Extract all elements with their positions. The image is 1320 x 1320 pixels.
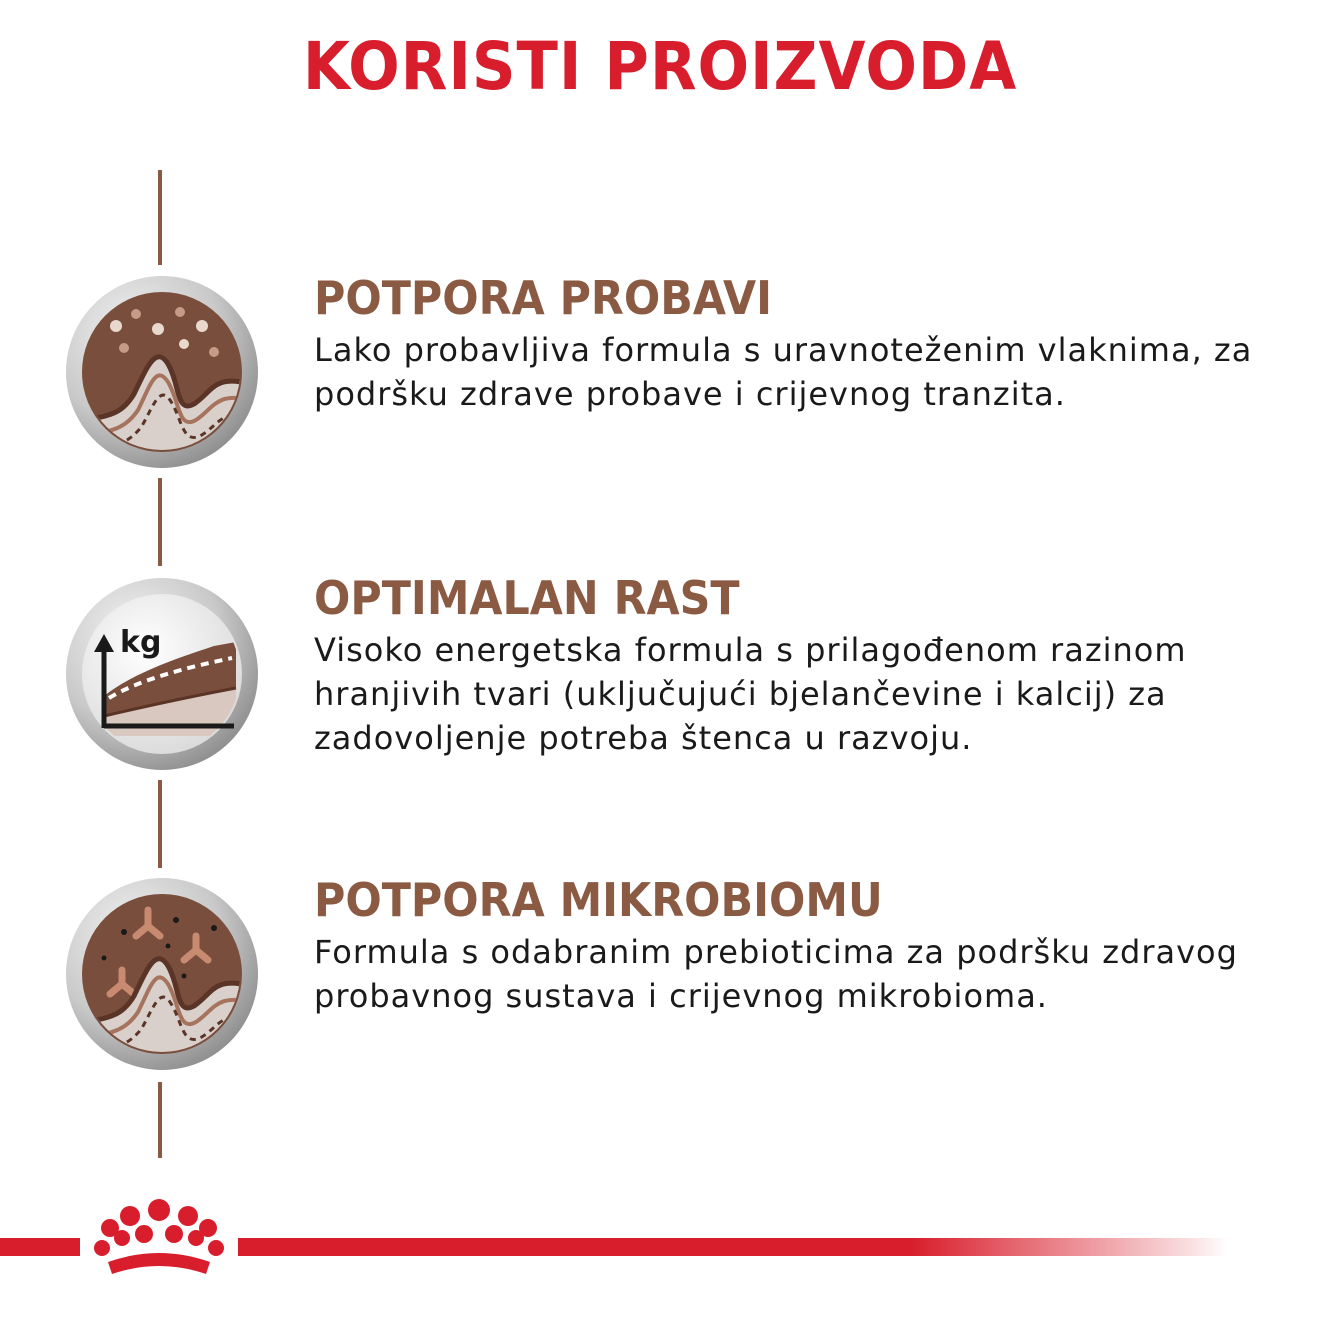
timeline-line xyxy=(158,780,162,868)
royal-canin-crown-logo xyxy=(88,1198,230,1284)
footer-bar-left xyxy=(0,1238,80,1256)
benefit-description: Visoko energetska formula s prilagođenom razinom hranjivih tvari (uključujući bjelančevine i kalcij) za zadovoljenje potreba štenca u razvoju. xyxy=(314,631,1187,757)
timeline-line xyxy=(158,1082,162,1158)
benefit-heading: POTPORA MIKROBIOMU xyxy=(314,873,883,927)
growth-icon xyxy=(64,576,260,772)
footer-bar-right xyxy=(238,1238,1228,1256)
timeline-line xyxy=(158,478,162,566)
timeline-line xyxy=(158,170,162,265)
digestion-icon xyxy=(64,274,260,470)
benefit-microbiome xyxy=(314,872,1304,1018)
benefit-heading: POTPORA PROBAVI xyxy=(314,271,773,325)
benefit-digestion xyxy=(314,270,1304,416)
kg-label: kg xyxy=(120,625,162,660)
page-title: KORISTI PROIZVODA xyxy=(302,28,1018,105)
microbiome-icon xyxy=(64,876,260,1072)
benefit-description: Lako probavljiva formula s uravnoteženim vlaknima, za podršku zdrave probave i crijevnog tranzita. xyxy=(314,331,1253,413)
benefit-growth xyxy=(314,570,1304,760)
benefit-description: Formula s odabranim prebioticima za podršku zdravog probavnog sustava i crijevnog mikrobioma. xyxy=(314,933,1238,1015)
benefit-heading: OPTIMALAN RAST xyxy=(314,571,740,625)
